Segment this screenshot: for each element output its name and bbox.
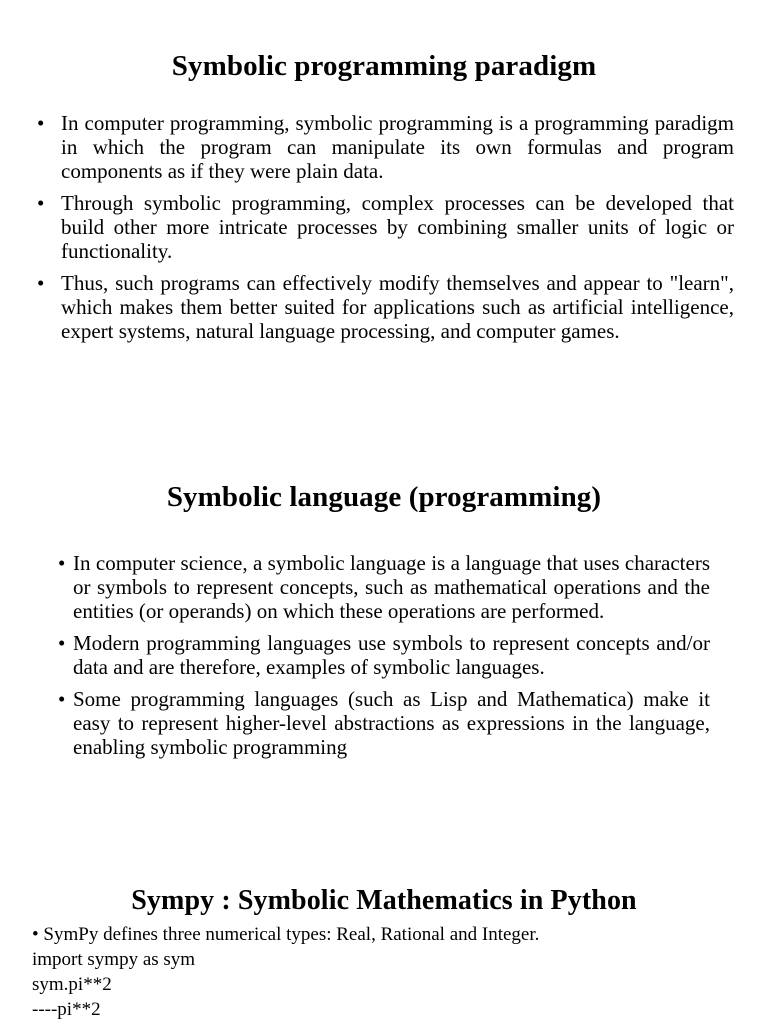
bullet-text: Thus, such programs can effectively modify themselves and appear to "learn", which makes them better suited for applications such as artificial intelligence, expert systems, natural language processing, and computer games. bbox=[61, 271, 734, 343]
bullet-text: In computer programming, symbolic programming is a programming paradigm in which the program can manipulate its own formulas and program components as if they were plain data. bbox=[61, 111, 734, 183]
section-symbolic-programming-paradigm bbox=[0, 49, 768, 351]
bullet-text: In computer science, a symbolic language is a language that uses characters or symbols to represent concepts, such as mathematical operations and the entities (or operands) on which these operations are performed. bbox=[73, 551, 710, 623]
bullet-glyph: • bbox=[58, 631, 66, 655]
section-sympy bbox=[0, 884, 768, 1022]
bullet-list bbox=[0, 111, 768, 343]
bullet-glyph: • bbox=[37, 191, 45, 215]
bullet-list bbox=[0, 551, 768, 759]
text-line: • SymPy defines three numerical types: Real, Rational and Integer. bbox=[32, 924, 540, 945]
bullet-glyph: • bbox=[58, 687, 66, 711]
bullet-glyph: • bbox=[37, 111, 45, 135]
section-title: Sympy : Symbolic Mathematics in Python bbox=[131, 885, 637, 916]
bullet-text: Through symbolic programming, complex processes can be developed that build other more intricate processes by combining smaller units of logic or functionality. bbox=[61, 191, 734, 263]
bullet-item bbox=[58, 687, 710, 759]
section-title: Symbolic programming paradigm bbox=[171, 50, 597, 82]
section-title: Symbolic language (programming) bbox=[166, 481, 602, 513]
bullet-item bbox=[37, 111, 734, 183]
bullet-glyph: • bbox=[37, 271, 45, 295]
bullet-glyph: • bbox=[58, 551, 66, 575]
bullet-item bbox=[37, 191, 734, 263]
section-symbolic-language bbox=[0, 480, 768, 767]
bullet-item bbox=[58, 551, 710, 623]
bullet-text: Some programming languages (such as Lisp and Mathematica) make it easy to represent higher-level abstractions as expressions in the language, enabling symbolic programming bbox=[73, 687, 710, 759]
sympy-text-block bbox=[0, 922, 768, 1022]
bullet-text: Modern programming languages use symbols to represent concepts and/or data and are therefore, examples of symbolic languages. bbox=[73, 631, 710, 679]
output-line: ----pi**2 bbox=[32, 999, 101, 1020]
code-line: import sympy as sym bbox=[32, 949, 196, 970]
bullet-item bbox=[37, 271, 734, 343]
code-line: sym.pi**2 bbox=[32, 974, 112, 995]
bullet-item bbox=[58, 631, 710, 679]
